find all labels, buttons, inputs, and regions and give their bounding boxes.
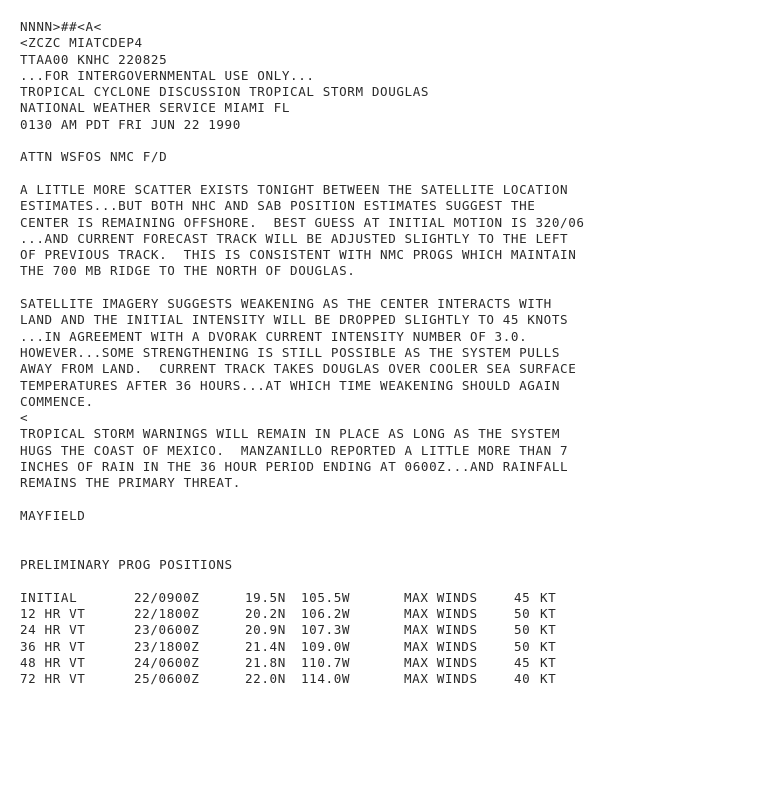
paragraph-line: HOWEVER...SOME STRENGTHENING IS STILL POSSIBLE AS THE SYSTEM PULLS (20, 344, 561, 360)
table-row (20, 622, 580, 638)
spacer (20, 280, 760, 296)
wind-unit: KT (540, 654, 557, 670)
longitude: 114.0W (301, 671, 351, 687)
paragraph-line: OF PREVIOUS TRACK. THIS IS CONSISTENT WITH NMC PROGS WHICH MAINTAIN (20, 247, 577, 263)
discussion-paragraph-1 (20, 182, 760, 280)
position-label: 12 HR VT (20, 606, 86, 622)
wind-speed: 45 (514, 654, 531, 670)
paragraph-line: ...AND CURRENT FORECAST TRACK WILL BE ADJUSTED SLIGHTLY TO THE LEFT (20, 230, 569, 246)
max-winds-label: MAX WINDS (404, 654, 478, 670)
valid-time: 24/0600Z (134, 654, 200, 670)
prog-positions-table (20, 590, 580, 688)
spacer (20, 133, 760, 149)
table-row (20, 671, 580, 687)
paragraph-line: A LITTLE MORE SCATTER EXISTS TONIGHT BETWEEN THE SATELLITE LOCATION (20, 181, 569, 197)
header-line-zczc: <ZCZC MIATCDEP4 (20, 35, 143, 51)
spacer (20, 524, 760, 557)
paragraph-line: ESTIMATES...BUT BOTH NHC AND SAB POSITION ESTIMATES SUGGEST THE (20, 198, 536, 214)
attention-line: ATTN WSFOS NMC F/D (20, 149, 168, 165)
paragraph-line: THE 700 MB RIDGE TO THE NORTH OF DOUGLAS. (20, 263, 356, 279)
valid-time: 23/1800Z (134, 638, 200, 654)
position-label: 72 HR VT (20, 671, 86, 687)
teletype-document (20, 19, 760, 688)
max-winds-label: MAX WINDS (404, 638, 478, 654)
wind-unit: KT (540, 638, 557, 654)
paragraph-line: REMAINS THE PRIMARY THREAT. (20, 475, 241, 491)
latitude: 20.9N (245, 622, 286, 638)
paragraph-line: TROPICAL STORM WARNINGS WILL REMAIN IN PLACE AS LONG AS THE SYSTEM (20, 426, 561, 442)
table-row (20, 590, 580, 606)
max-winds-label: MAX WINDS (404, 606, 478, 622)
longitude: 106.2W (301, 606, 351, 622)
max-winds-label: MAX WINDS (404, 671, 478, 687)
latitude: 20.2N (245, 606, 286, 622)
latitude: 21.4N (245, 638, 286, 654)
prog-positions-title: PRELIMINARY PROG POSITIONS (20, 557, 233, 573)
longitude: 107.3W (301, 622, 351, 638)
paragraph-line: TEMPERATURES AFTER 36 HOURS...AT WHICH TIME WEAKENING SHOULD AGAIN (20, 377, 561, 393)
spacer (20, 574, 760, 590)
paragraph-line: CENTER IS REMAINING OFFSHORE. BEST GUESS AT INITIAL MOTION IS 320/06 (20, 214, 585, 230)
table-row (20, 606, 580, 622)
position-label: 48 HR VT (20, 654, 86, 670)
header-line-control: NNNN>##<A< (20, 19, 102, 34)
paragraph-line: AWAY FROM LAND. CURRENT TRACK TAKES DOUGLAS OVER COOLER SEA SURFACE (20, 361, 577, 377)
discussion-paragraph-2 (20, 296, 760, 426)
wind-unit: KT (540, 622, 557, 638)
max-winds-label: MAX WINDS (404, 589, 478, 605)
longitude: 105.5W (301, 589, 351, 605)
paragraph-line: SATELLITE IMAGERY SUGGESTS WEAKENING AS THE CENTER INTERACTS WITH (20, 296, 552, 312)
paragraph-line: < (20, 410, 29, 426)
table-row (20, 655, 580, 671)
longitude: 109.0W (301, 638, 351, 654)
paragraph-line: ...IN AGREEMENT WITH A DVORAK CURRENT INTENSITY NUMBER OF 3.0. (20, 328, 528, 344)
issuing-office: NATIONAL WEATHER SERVICE MIAMI FL (20, 100, 291, 116)
document-title: TROPICAL CYCLONE DISCUSSION TROPICAL STORM DOUGLAS (20, 84, 430, 100)
latitude: 19.5N (245, 589, 286, 605)
spacer (20, 492, 760, 508)
wind-speed: 50 (514, 606, 531, 622)
message-header (20, 19, 760, 133)
paragraph-line: HUGS THE COAST OF MEXICO. MANZANILLO REPORTED A LITTLE MORE THAN 7 (20, 442, 569, 458)
wind-unit: KT (540, 589, 557, 605)
paragraph-line: LAND AND THE INITIAL INTENSITY WILL BE DROPPED SLIGHTLY TO 45 KNOTS (20, 312, 569, 328)
discussion-paragraph-3 (20, 426, 760, 491)
wind-speed: 50 (514, 638, 531, 654)
wind-speed: 50 (514, 622, 531, 638)
longitude: 110.7W (301, 654, 351, 670)
paragraph-line: INCHES OF RAIN IN THE 36 HOUR PERIOD ENDING AT 0600Z...AND RAINFALL (20, 459, 569, 475)
wind-speed: 40 (514, 671, 531, 687)
valid-time: 22/1800Z (134, 606, 200, 622)
max-winds-label: MAX WINDS (404, 622, 478, 638)
valid-time: 22/0900Z (134, 589, 200, 605)
spacer (20, 166, 760, 182)
wind-speed: 45 (514, 589, 531, 605)
wind-unit: KT (540, 671, 557, 687)
position-label: 24 HR VT (20, 622, 86, 638)
forecaster-signature: MAYFIELD (20, 507, 86, 523)
table-row (20, 639, 580, 655)
valid-time: 25/0600Z (134, 671, 200, 687)
wind-unit: KT (540, 606, 557, 622)
latitude: 21.8N (245, 654, 286, 670)
paragraph-line: COMMENCE. (20, 393, 94, 409)
header-line-wmo: TTAA00 KNHC 220825 (20, 51, 168, 67)
position-label: INITIAL (20, 589, 78, 605)
latitude: 22.0N (245, 671, 286, 687)
header-line-restriction: ...FOR INTERGOVERNMENTAL USE ONLY... (20, 67, 315, 83)
position-label: 36 HR VT (20, 638, 86, 654)
issue-datetime: 0130 AM PDT FRI JUN 22 1990 (20, 116, 241, 132)
valid-time: 23/0600Z (134, 622, 200, 638)
